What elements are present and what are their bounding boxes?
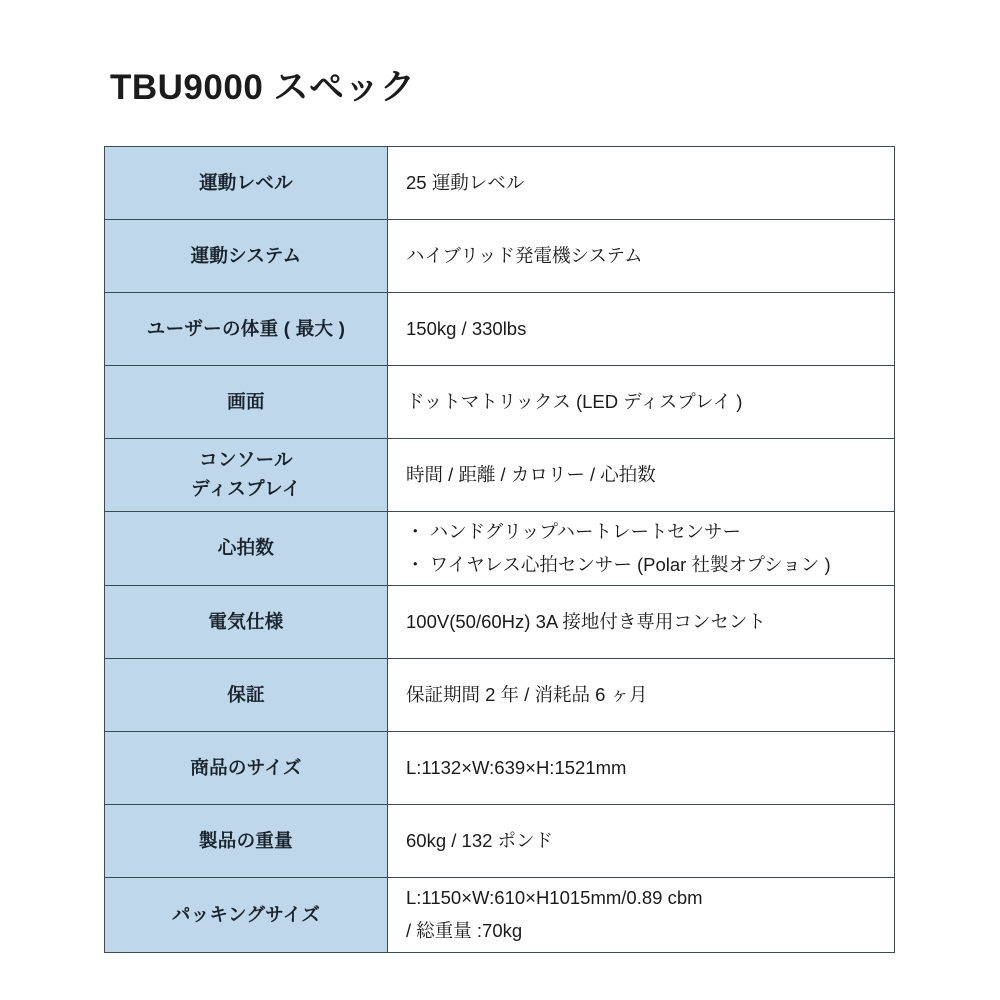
spec-value-cell [388, 878, 895, 952]
spec-label-cell [105, 586, 388, 659]
spec-label-cell [105, 732, 388, 805]
spec-value-line: L:1132×W:639×H:1521mm [406, 757, 627, 778]
table-row [105, 512, 895, 586]
table-row [105, 878, 895, 952]
spec-value-cell [388, 293, 895, 366]
spec-value-cell [388, 220, 895, 293]
spec-label-cell [105, 805, 388, 878]
spec-label-cell [105, 366, 388, 439]
spec-label-line: 保証 [227, 684, 265, 705]
spec-label-cell [105, 512, 388, 586]
spec-label-cell [105, 147, 388, 220]
spec-label-line: 電気仕様 [208, 611, 284, 632]
table-row [105, 586, 895, 659]
spec-value-cell [388, 439, 895, 512]
spec-value-line: ハイブリッド発電機システム [406, 244, 643, 266]
spec-value-cell [388, 586, 895, 659]
table-row [105, 439, 895, 512]
spec-label-line: 心拍数 [217, 537, 275, 559]
spec-label-line: 商品のサイズ [190, 757, 302, 778]
table-row [105, 732, 895, 805]
spec-label-cell [105, 659, 388, 732]
spec-value-cell [388, 659, 895, 732]
table-row [105, 293, 895, 366]
spec-label-line: 製品の重量 [198, 830, 293, 851]
spec-value-cell [388, 147, 895, 220]
spec-label-cell [105, 220, 388, 293]
spec-label-line: 画面 [227, 390, 265, 412]
spec-label-line: ディスプレイ [191, 478, 301, 499]
spec-label-line: 運動システム [190, 244, 302, 266]
specification-table-body [105, 147, 895, 953]
table-row [105, 805, 895, 878]
table-row [105, 659, 895, 732]
spec-value-cell [388, 512, 895, 586]
table-row [105, 366, 895, 439]
spec-label-cell [105, 293, 388, 366]
spec-label-line: ユーザーの体重 ( 最大 ) [146, 317, 346, 339]
spec-value-cell [388, 366, 895, 439]
spec-value-line: ・ ハンドグリップハートレートセンサー [406, 521, 741, 542]
spec-label-cell [105, 878, 388, 952]
spec-value-line: 時間 / 距離 / カロリー / 心拍数 [406, 463, 656, 485]
specification-table [104, 146, 895, 953]
spec-value-line: / 総重量 :70kg [406, 920, 523, 942]
spec-value-line: L:1150×W:610×H1015mm/0.89 cbm [406, 887, 703, 909]
spec-label-line: コンソール [199, 449, 293, 471]
spec-value-line: 100V(50/60Hz) 3A 接地付き専用コンセント [406, 611, 766, 632]
page-title: TBU9000 スペック [110, 68, 416, 107]
spec-value-line: ・ ワイヤレス心拍センサー (Polar 社製オプション ) [406, 553, 831, 575]
spec-value-cell [388, 805, 895, 878]
table-row [105, 220, 895, 293]
spec-value-cell [388, 732, 895, 805]
spec-value-line: 150kg / 330lbs [406, 317, 527, 339]
spec-value-line: ドットマトリックス (LED ディスプレイ ) [406, 390, 743, 412]
spec-label-line: パッキングサイズ [171, 903, 321, 925]
spec-label-line: 運動レベル [198, 171, 293, 193]
spec-label-cell [105, 439, 388, 512]
spec-value-line: 25 運動レベル [406, 171, 525, 193]
table-row [105, 147, 895, 220]
spec-value-line: 保証期間 2 年 / 消耗品 6 ヶ月 [406, 684, 648, 705]
spec-value-line: 60kg / 132 ポンド [406, 830, 554, 851]
